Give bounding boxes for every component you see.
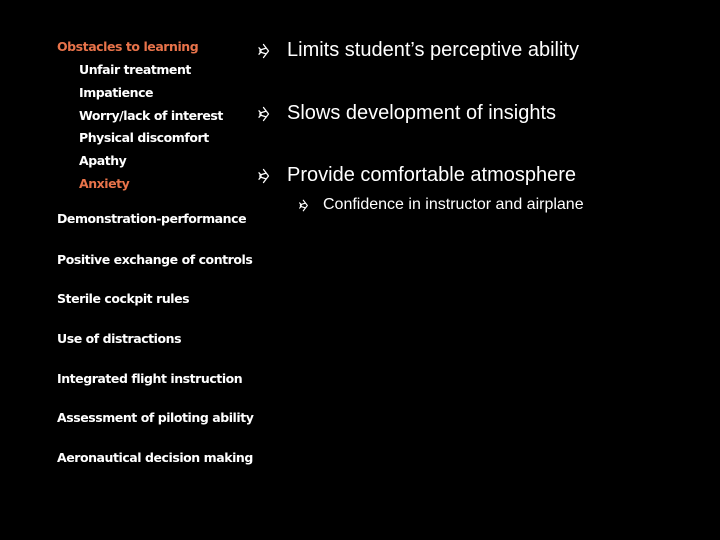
bullet-text: Slows development of insights: [287, 102, 557, 124]
sidebar-subitem-unfair-treatment[interactable]: Unfair treatment: [79, 62, 191, 77]
airplane-icon: [257, 106, 273, 122]
bullet-limits-perception: [257, 39, 579, 62]
sidebar-subitem-physical-discomfort[interactable]: Physical discomfort: [79, 130, 209, 145]
sidebar-subitem-anxiety-active[interactable]: Anxiety: [79, 176, 130, 191]
sidebar-item-positive-exchange[interactable]: Positive exchange of controls: [57, 252, 253, 267]
bullet-slows-insights: [257, 102, 556, 125]
sidebar-item-integrated-flight[interactable]: Integrated flight instruction: [57, 371, 243, 386]
bullet-text: Limits student’s perceptive ability: [287, 39, 579, 61]
sidebar-subitem-impatience[interactable]: Impatience: [79, 85, 154, 100]
sidebar-item-distractions[interactable]: Use of distractions: [57, 331, 182, 346]
airplane-icon: [257, 168, 273, 184]
sidebar-item-adm[interactable]: Aeronautical decision making: [57, 450, 253, 465]
sidebar-subitem-worry[interactable]: Worry/lack of interest: [79, 108, 223, 123]
bullet-comfortable-atmosphere: [257, 164, 576, 187]
sidebar-heading-obstacles[interactable]: Obstacles to learning: [57, 39, 199, 54]
sidebar-outline: [0, 0, 254, 540]
subbullet-confidence: [298, 196, 584, 214]
bullet-text: Provide comfortable atmosphere: [287, 164, 577, 186]
sidebar-item-sterile-cockpit[interactable]: Sterile cockpit rules: [57, 291, 190, 306]
sidebar-item-demonstration-performance[interactable]: Demonstration-performance: [57, 211, 247, 226]
airplane-icon: [298, 199, 311, 212]
subbullet-text: Confidence in instructor and airplane: [323, 196, 584, 213]
sidebar-item-assessment[interactable]: Assessment of piloting ability: [57, 410, 254, 425]
airplane-icon: [257, 43, 273, 59]
sidebar-subitem-apathy[interactable]: Apathy: [79, 153, 127, 168]
